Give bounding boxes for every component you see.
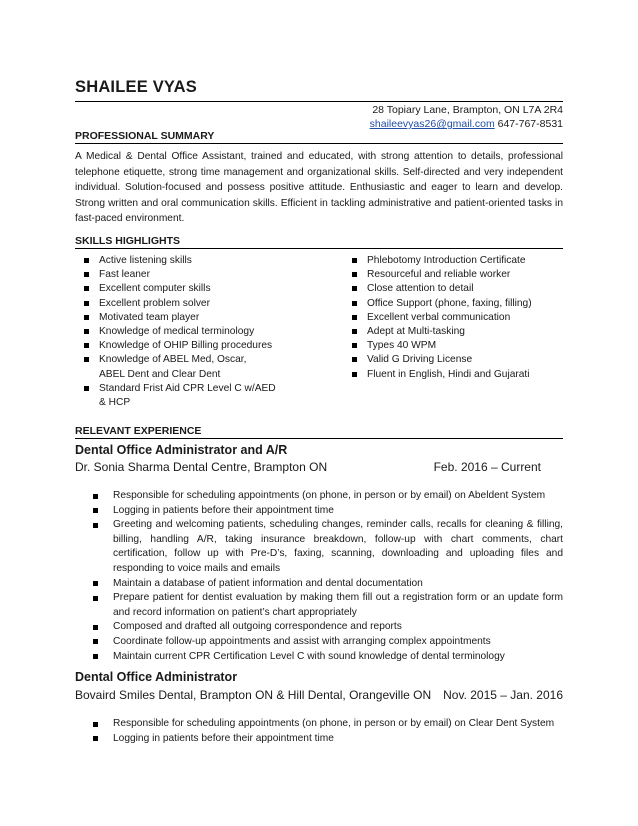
list-item: Logging in patients before their appointment time xyxy=(75,732,563,747)
list-item: Maintain a database of patient information and dental documentation xyxy=(75,577,563,592)
skills-left-list xyxy=(75,254,315,410)
list-item: Knowledge of ABEL Med, Oscar, ABEL Dent and Clear Dent xyxy=(75,353,315,381)
list-item: Active listening skills xyxy=(75,254,315,268)
list-item: Coordinate follow-up appointments and assist with arranging complex appointments xyxy=(75,635,563,650)
list-item: Knowledge of OHIP Billing procedures xyxy=(75,339,315,353)
job-employer-line xyxy=(75,688,563,702)
job-dates: Feb. 2016 – Current xyxy=(433,460,541,474)
skills-right-list xyxy=(343,254,568,382)
list-item: Close attention to detail xyxy=(343,282,568,296)
skills-heading: SKILLS HIGHLIGHTS xyxy=(75,235,563,249)
job-employer: Bovaird Smiles Dental, Brampton ON & Hill Dental, Orangeville ON xyxy=(75,688,432,702)
job-duties-list xyxy=(75,489,563,664)
list-item: Fast leaner xyxy=(75,268,315,282)
list-item: Resourceful and reliable worker xyxy=(343,268,568,282)
list-item: Motivated team player xyxy=(75,311,315,325)
list-item: Excellent verbal communication xyxy=(343,311,568,325)
list-item: Responsible for scheduling appointments (on phone, in person or by email) on Abeldent System xyxy=(75,489,563,504)
address: 28 Topiary Lane, Brampton, ON L7A 2R4 xyxy=(372,104,563,116)
list-item: Logging in patients before their appointment time xyxy=(75,504,563,519)
list-item: Phlebotomy Introduction Certificate xyxy=(343,254,568,268)
job-employer-line xyxy=(75,460,563,474)
list-item: Excellent computer skills xyxy=(75,282,315,296)
list-item: Knowledge of medical terminology xyxy=(75,325,315,339)
job-employer: Dr. Sonia Sharma Dental Centre, Brampton ON xyxy=(75,460,328,474)
list-item: Office Support (phone, faxing, filling) xyxy=(343,297,568,311)
job-title: Dental Office Administrator and A/R xyxy=(75,443,288,457)
list-item: Valid G Driving License xyxy=(343,353,568,367)
list-item: Greeting and welcoming patients, scheduling changes, reminder calls, recalls for cleaning & filling, billing, handling A/R, taking insurance breakdown, follow-up with chart comments, chart certification, follow up with Pre-D’s, faxing, scanning, downloading and uploading files and responding to voice mails and emails xyxy=(75,518,563,576)
job-title: Dental Office Administrator xyxy=(75,670,238,684)
phone-number: 647-767-8531 xyxy=(497,118,563,130)
email-link[interactable]: shaileevyas26@gmail.com xyxy=(369,118,495,130)
list-item: Excellent problem solver xyxy=(75,297,315,311)
list-item: Responsible for scheduling appointments (on phone, in person or by email) on Clear Dent System xyxy=(75,717,563,732)
summary-heading: PROFESSIONAL SUMMARY xyxy=(75,130,563,144)
experience-heading: RELEVANT EXPERIENCE xyxy=(75,425,563,439)
list-item: Composed and drafted all outgoing correspondence and reports xyxy=(75,620,563,635)
contact-block xyxy=(370,103,563,131)
list-item: Maintain current CPR Certification Level C with sound knowledge of dental terminology xyxy=(75,650,563,665)
summary-text: A Medical & Dental Office Assistant, trained and educated, with strong attention to details, professional telephone etiquette, strong time management and organizational skills. Self-directed and very independent individual. Solution-focused and possess positive attitude. Enthusiastic and eager to learn and develop. Strong written and oral communication skills. Efficient in tackling administrative and patient-oriented tasks in fast-paced environment. xyxy=(75,151,563,224)
list-item: Fluent in English, Hindi and Gujarati xyxy=(343,368,568,382)
job-dates: Nov. 2015 – Jan. 2016 xyxy=(443,688,563,702)
list-item: Standard Frist Aid CPR Level C w/AED & HCP xyxy=(75,382,315,410)
email-phone-line xyxy=(370,117,563,131)
name-divider xyxy=(75,101,563,102)
candidate-name: SHAILEE VYAS xyxy=(75,78,197,96)
list-item: Prepare patient for dentist evaluation by making them fill out a registration form or an update form and record information on patient’s chart appropriately xyxy=(75,591,563,620)
list-item: Adept at Multi-tasking xyxy=(343,325,568,339)
job-duties-list xyxy=(75,717,563,746)
list-item: Types 40 WPM xyxy=(343,339,568,353)
